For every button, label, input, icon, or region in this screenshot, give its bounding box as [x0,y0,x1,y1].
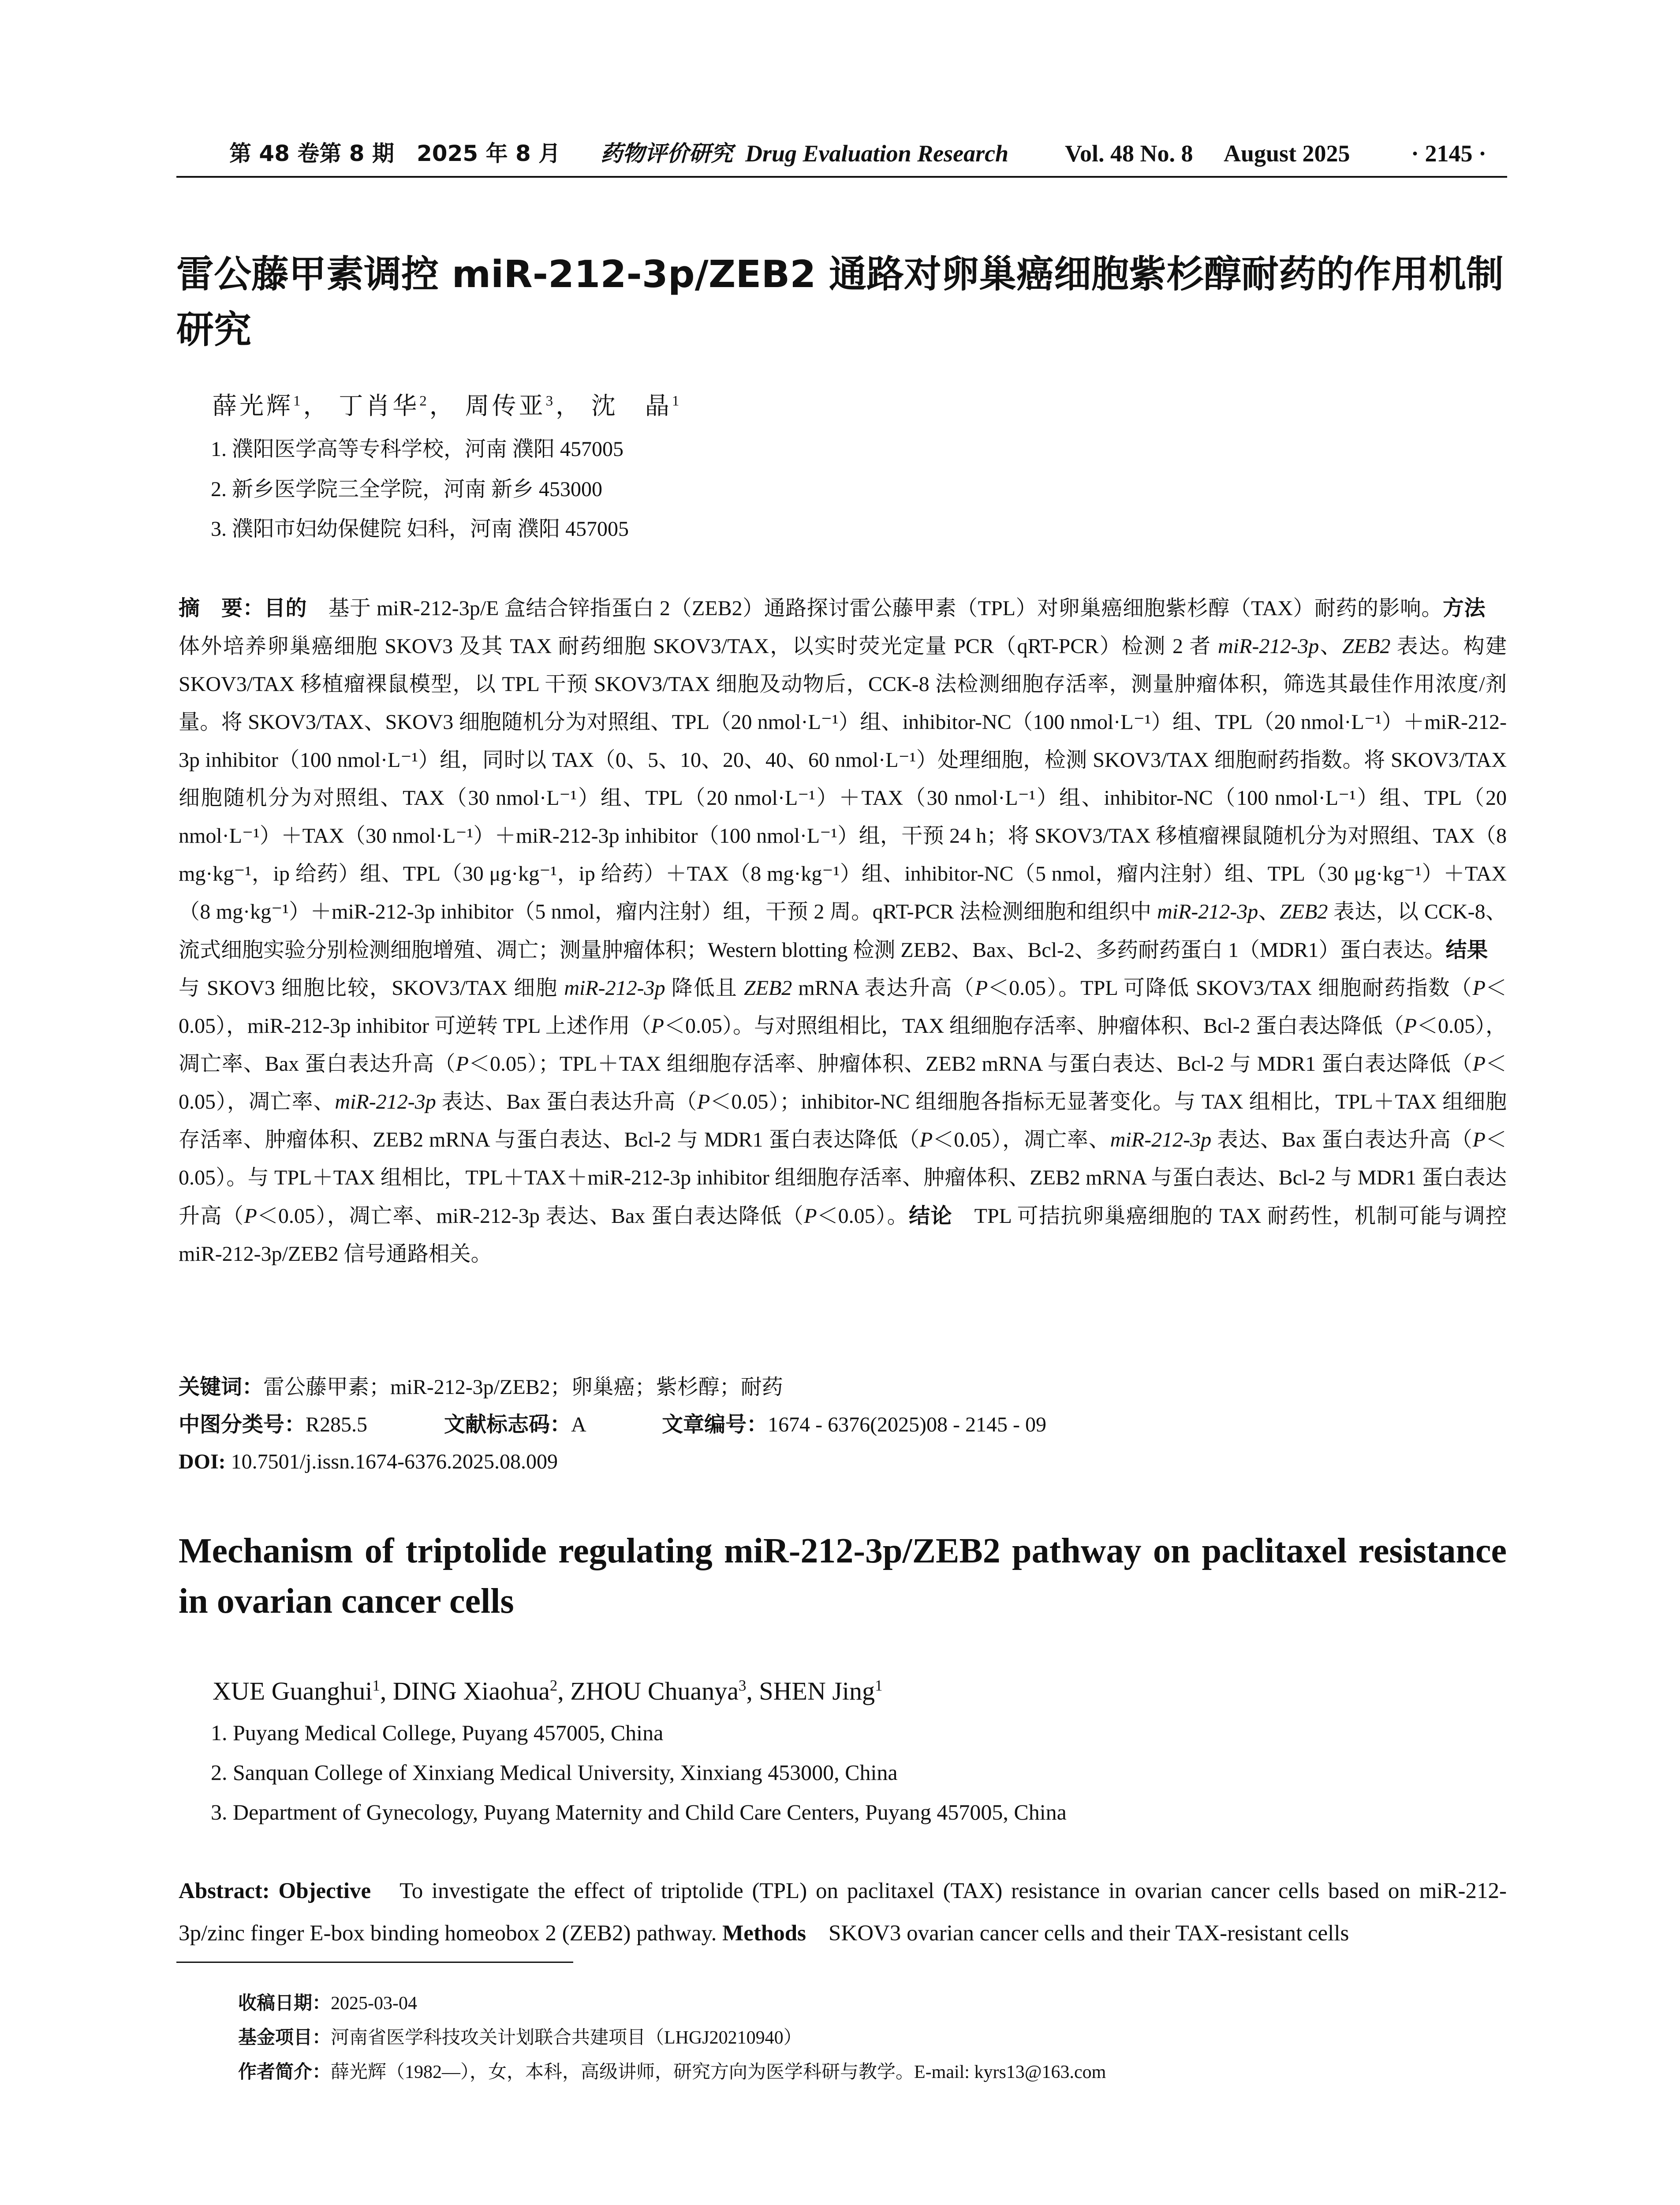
authors-cn [213,391,682,422]
doi-line [179,1449,558,1475]
conclusion-text: TPL 可拮抗卵巢癌细胞的 TAX 耐药性，机制可能与调控 miR-212-3p/ZEB2 信号通路相关。 [179,1204,1507,1266]
affiliation-en-1: 1. Puyang Medical College, Puyang 457005, China [211,1720,664,1745]
methods-text: 、 [1258,900,1280,923]
affiliation-cn-2: 2. 新乡医学院三全学院，河南 新乡 453000 [211,478,603,501]
header-journal-logo: 药物评价研究 [601,141,733,166]
keywords-text: 雷公藤甲素；miR-212-3p/ZEB2；卵巢癌；紫杉醇；耐药 [263,1375,783,1399]
header-journal-en: Drug Evaluation Research [745,140,1009,167]
clc-label: 中图分类号： [179,1412,306,1437]
conclusion-label: 结论 [909,1203,953,1228]
gene-italic: ZEB2 [743,976,792,1000]
methods-label: 方法 [1442,596,1486,620]
abstract-en-methods-label: Methods [722,1921,806,1946]
title-cn: 雷公藤甲素调控 miR-212-3p/ZEB2 通路对卵巢癌细胞紫杉醇耐药的作用机制研究 [176,253,1504,352]
results-text: ＜0.05），凋亡率、 [179,1052,1507,1114]
doc-code-value: A [571,1413,586,1436]
gene-italic: ZEB2 [1342,635,1391,658]
footnote-text: 2025-03-04 [331,1993,417,2014]
keywords-cn [179,1374,783,1401]
author-en-sup: 3 [739,1677,747,1694]
p-italic: P [697,1090,710,1114]
objective-text: 基于 miR-212-3p/E 盒结合锌指蛋白 2（ZEB2）通路探讨雷公藤甲素（TPL）对卵巢癌细胞紫杉醇（TAX）耐药的影响。 [307,597,1443,620]
p-italic: P [1404,1014,1417,1038]
author-cn: 丁肖华 [339,392,420,419]
header-date-cn: 2025 年 8 月 [417,141,561,166]
abstract-cn-label: 摘 要： [179,596,265,620]
author-cn-sup: 1 [293,393,303,409]
author-cn: 周传亚 [465,392,546,419]
article-no-label: 文章编号： [662,1412,768,1437]
footnote-author [238,2059,1106,2085]
gene-italic: miR-212-3p [1218,635,1319,658]
p-italic: P [651,1014,664,1038]
p-italic: P [1472,976,1486,1000]
gene-italic: miR-212-3p [335,1090,436,1114]
author-en-sep: , [746,1677,759,1705]
p-italic: P [919,1128,933,1151]
results-text: ＜0.05），凋亡率、miR-212-3p 表达、Bax 蛋白表达降低（ [257,1204,804,1228]
gene-italic: miR-212-3p [564,976,665,1000]
author-cn-sup: 1 [672,393,682,409]
footnote-label: 收稿日期： [238,1992,331,2014]
gene-italic: miR-212-3p [1157,900,1258,923]
affiliation-en-3: 3. Department of Gynecology, Puyang Maternity and Child Care Centers, Puyang 457005, China [211,1800,1067,1824]
author-cn-sup: 3 [545,393,556,409]
author-en: XUE Guanghui [213,1677,373,1705]
keywords-label: 关键词： [179,1375,264,1399]
abstract-en [179,1870,1507,1955]
abstract-en-label: Abstract: Objective [179,1879,371,1903]
footnote-text: 河南省医学科技攻关计划联合共建项目（LHGJ20210940） [331,2028,802,2048]
authors-en [213,1676,882,1707]
doi-label: DOI: [179,1450,226,1473]
results-text: ＜0.05）。与对照组相比，TAX 组细胞存活率、肿瘤体积、Bcl-2 蛋白表达降低（ [664,1014,1404,1038]
results-text: ＜0.05）；inhibitor-NC 组细胞各指标无显著变化。与 TAX 组相比，TPL＋TAX 组细胞存活率、肿瘤体积、ZEB2 mRNA 与蛋白表达、Bcl-2 与 MDR1 蛋白表达降低（ [179,1090,1507,1151]
author-cn: 沈 晶 [591,392,672,419]
author-cn-sep: ， [556,392,583,419]
results-text: 降低且 [665,976,744,1000]
article-no-value: 1674 - 6376(2025)08 - 2145 - 09 [768,1413,1046,1436]
results-text: 表达、Bax 蛋白表达升高（ [436,1090,697,1114]
methods-text: 表达。构建 SKOV3/TAX 移植瘤裸鼠模型，以 TPL 干预 SKOV3/TAX 细胞及动物后，CCK-8 法检测细胞存活率，测量肿瘤体积，筛选其最佳作用浓度/剂量。将 SKOV3/TAX、SKOV3 细胞随机分为对照组、TPL（20 nmol·L⁻¹）组、inhibitor-NC（100 nmol·L⁻¹）组、TPL（20 nmol·L⁻¹）＋miR-212-3p inhibitor（100 nmol·L⁻¹）组，同时以 TAX（0、5、10、20、40、60 nmol·L⁻¹）处理细胞，检测 SKOV3/TAX 细胞耐药指数。将 SKOV3/TAX 细胞随机分为对照组、TAX（30 nmol·L⁻¹）组、TPL（20 nmol·L⁻¹）＋TAX（30 nmol·L⁻¹）组、inhibitor-NC（100 nmol·L⁻¹）组、TPL（20 nmol·L⁻¹）＋TAX（30 nmol·L⁻¹）＋miR-212-3p inhibitor（100 nmol·L⁻¹）组，干预 24 h；将 SKOV3/TAX 移植瘤裸鼠随机分为对照组、TAX（8 mg·kg⁻¹，ip 给药）组、TPL（30 μg·kg⁻¹，ip 给药）＋TAX（8 mg·kg⁻¹）组、inhibitor-NC（5 nmol，瘤内注射）组、TPL（30 μg·kg⁻¹）＋TAX（8 mg·kg⁻¹）＋miR-212-3p inhibitor（5 nmol，瘤内注射）组，干预 2 周。qRT-PCR 法检测细胞和组织中 [179,635,1507,923]
header-rule [176,176,1507,178]
results-text: ＜0.05）；TPL＋TAX 组细胞存活率、肿瘤体积、ZEB2 mRNA 与蛋白表达、Bcl-2 与 MDR1 蛋白表达降低（ [468,1052,1473,1076]
affiliation-en-2: 2. Sanquan College of Xinxiang Medical University, Xinxiang 453000, China [211,1760,898,1785]
gene-italic: ZEB2 [1280,900,1328,923]
results-text: 表达、Bax 蛋白表达升高（ [1211,1128,1473,1151]
author-en: DING Xiaohua [392,1677,550,1705]
clc-value: R285.5 [306,1413,368,1436]
footnote-received [238,1991,417,2016]
author-cn-sep: ， [303,392,330,419]
objective-label: 目的 [264,596,307,620]
author-en-sup: 2 [549,1677,558,1694]
author-en-sup: 1 [875,1677,883,1694]
p-italic: P [244,1204,257,1228]
doc-code-label: 文献标志码： [444,1412,571,1437]
author-cn: 薛光辉 [213,392,294,419]
footnote-label: 作者简介： [238,2061,331,2082]
methods-text: 、 [1319,635,1342,658]
p-italic: P [455,1052,469,1076]
gene-italic: miR-212-3p [1110,1128,1212,1151]
title-en: Mechanism of triptolide regulating miR-212-3p/ZEB2 pathway on paclitaxel resistance in ovarian cancer cells [179,1532,1507,1621]
abstract-en-methods: SKOV3 ovarian cancer cells and their TAX-resistant cells [806,1921,1349,1946]
abstract-cn [179,589,1507,1273]
header-volume-cn: 第 48 卷第 8 期 [229,141,394,166]
affiliation-cn-1: 1. 濮阳医学高等专科学校，河南 濮阳 457005 [211,437,624,461]
results-text: ＜0.05），凋亡率、Bax 蛋白表达升高（ [179,1014,1507,1076]
results-text: ＜0.05），凋亡率、 [933,1128,1110,1151]
p-italic: P [1472,1128,1486,1151]
header-date-en: August 2025 [1224,140,1350,167]
p-italic: P [804,1204,817,1228]
affiliation-cn-3: 3. 濮阳市妇幼保健院 妇科，河南 濮阳 457005 [211,517,629,541]
author-en-sep: , [380,1677,393,1705]
abstract-en-objective: To investigate the effect of triptolide (TPL) on paclitaxel (TAX) resistance in ovarian cancer cells based on miR-212-3p/zinc finger E-box binding homeobox 2 (ZEB2) pathway. [179,1879,1507,1946]
author-cn-sup: 2 [419,393,429,409]
author-en-sup: 1 [372,1677,380,1694]
results-text: ＜0.05）。与 TPL＋TAX 组相比，TPL＋TAX＋miR-212-3p inhibitor 组细胞存活率、肿瘤体积、ZEB2 mRNA 与蛋白表达、Bcl-2 与 MDR1 蛋白表达升高（ [179,1128,1507,1228]
p-italic: P [1472,1052,1486,1076]
p-italic: P [974,976,988,1000]
doi-value[interactable]: 10.7501/j.issn.1674-6376.2025.08.009 [231,1450,558,1473]
results-text: ＜0.05）。 [817,1204,909,1228]
footnote-text: 薛光辉（1982—），女，本科，高级讲师，研究方向为医学科研与教学。E-mail: kyrs13@163.com [331,2062,1106,2082]
results-text: ＜0.05）。TPL 可降低 SKOV3/TAX 细胞耐药指数（ [988,976,1473,1000]
footnote-fund [238,2025,802,2050]
results-label: 结果 [1445,938,1488,962]
footnote-rule [176,1962,573,1963]
header-volume-en: Vol. 48 No. 8 [1065,140,1193,167]
author-en-sep: , [557,1677,571,1705]
methods-text: 体外培养卵巢癌细胞 SKOV3 及其 TAX 耐药细胞 SKOV3/TAX，以实时荧光定量 PCR（qRT-PCR）检测 2 者 [179,597,1507,658]
results-text: mRNA 表达升高（ [792,976,975,1000]
results-text: ＜0.05），miR-212-3p inhibitor 可逆转 TPL 上述作用（ [179,976,1507,1038]
results-text: 与 SKOV3 细胞比较，SKOV3/TAX 细胞 [179,938,1509,1000]
header-page-number: · 2145 · [1411,140,1487,167]
classification-line [179,1411,1046,1438]
footnote-label: 基金项目： [238,2026,331,2048]
author-en: ZHOU Chuanya [570,1677,739,1705]
methods-text: 表达，以 CCK-8、流式细胞实验分别检测细胞增殖、凋亡；测量肿瘤体积；Western blotting 检测 ZEB2、Bax、Bcl-2、多药耐药蛋白 1（MDR1）蛋白表达。 [179,900,1507,962]
author-cn-sep: ， [429,392,456,419]
author-en: SHEN Jing [759,1677,875,1705]
